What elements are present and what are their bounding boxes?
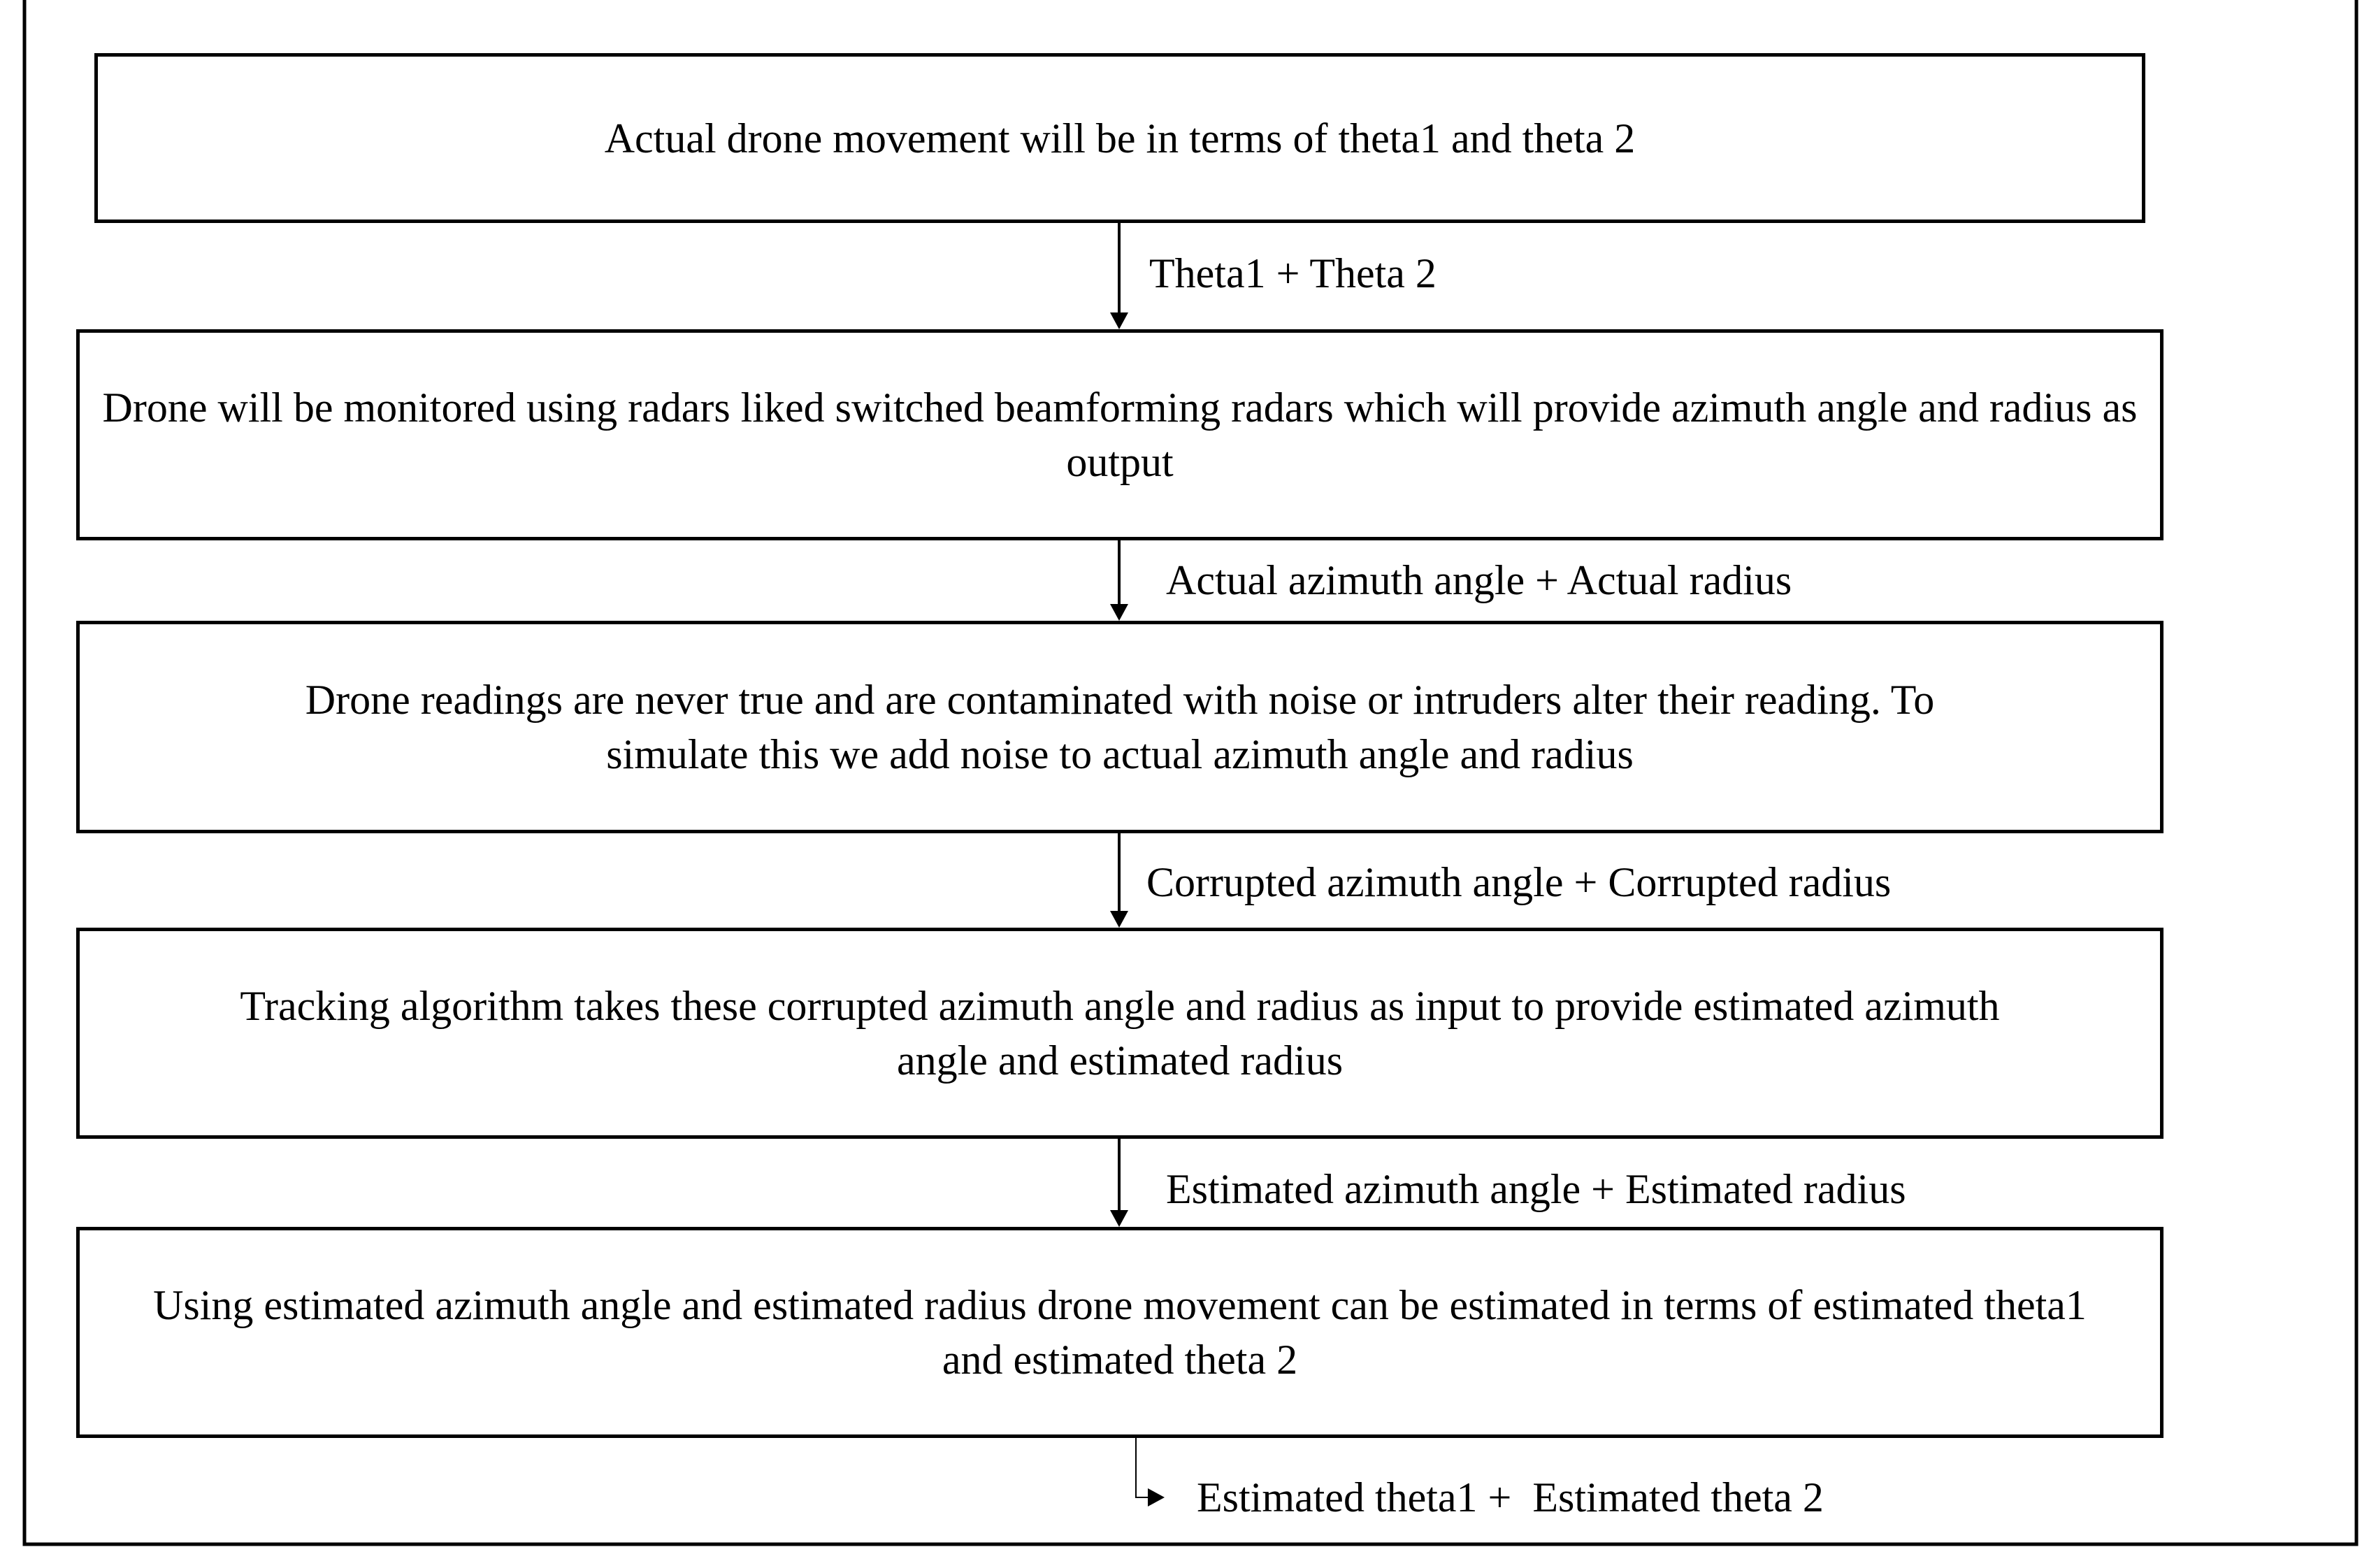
arrow-5 <box>1136 1438 1165 1506</box>
step-text-2: Drone will be monitored using radars liked switched beamforming radars which will provide azimuth angle and radius as output <box>102 384 2138 485</box>
arrow-1 <box>1110 223 1128 329</box>
arrow-2 <box>1110 540 1128 621</box>
step-text-4: Tracking algorithm takes these corrupted azimuth angle and radius as input to provide estimated azimuth angle and estimated radius <box>240 983 2000 1084</box>
step-box-2 <box>76 329 2163 540</box>
arrow-4 <box>1110 1139 1128 1227</box>
step-box-1 <box>94 53 2145 223</box>
arrow-label-2: Actual azimuth angle + Actual radius <box>1166 557 1792 603</box>
arrow-label-4: Estimated azimuth angle + Estimated radius <box>1166 1166 1906 1212</box>
arrow-label-1: Theta1 + Theta 2 <box>1149 250 1437 296</box>
step-box-3 <box>76 621 2163 833</box>
step-text-3: Drone readings are never true and are contaminated with noise or intruders alter their reading. To simulate this we add noise to actual azimuth angle and radius <box>305 677 1935 777</box>
step-box-5 <box>76 1227 2163 1438</box>
arrow-label-3: Corrupted azimuth angle + Corrupted radius <box>1146 859 1892 905</box>
step-text-1: Actual drone movement will be in terms of theta1 and theta 2 <box>604 115 1636 161</box>
step-text-5: Using estimated azimuth angle and estimated radius drone movement can be estimated in terms of estimated theta1 and estimated theta 2 <box>153 1282 2087 1383</box>
arrow-3 <box>1110 833 1128 928</box>
arrow-label-5: Estimated theta1 + Estimated theta 2 <box>1197 1474 1824 1520</box>
step-box-4 <box>76 928 2163 1139</box>
